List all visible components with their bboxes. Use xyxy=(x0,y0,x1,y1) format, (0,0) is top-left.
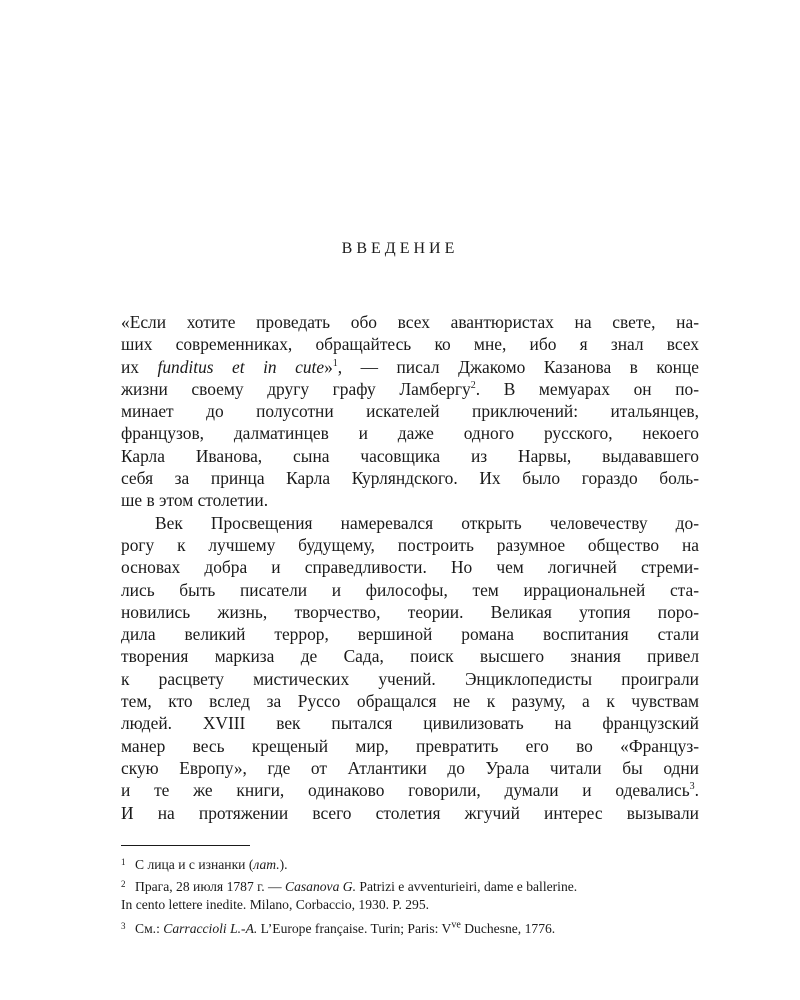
text-line: скую Европу», где от Атлантики до Урала читали бы одни xyxy=(121,757,699,778)
text-line: новились жизнь, творчество, теории. Великая утопия поро- xyxy=(121,601,699,622)
text-line: ше в этом столетии. xyxy=(121,490,269,511)
text-line: «Если хотите проведать обо всех авантюристах на свете, на- xyxy=(121,312,699,332)
text-line: И на протяжении всего столетия жгучий интерес вызывали xyxy=(121,802,699,823)
body-text xyxy=(121,311,699,824)
text-line: и те же книги, одинаково говорили, думали и одевались$^3$. xyxy=(121,780,699,801)
footnote-number: 3 xyxy=(121,921,126,931)
text-line: манер весь крещеный мир, превратить его во «Француз- xyxy=(121,735,699,756)
chapter-heading: ВВЕДЕНИЕ xyxy=(341,240,459,257)
text-line: творения маркиза де Сада, поиск высшего знания привел xyxy=(121,646,699,667)
footnotes xyxy=(121,851,701,937)
footnote-divider xyxy=(121,845,250,846)
text-line: ших современниках, обращайтесь ко мне, ибо я знал всех xyxy=(121,334,699,355)
text-line: основах добра и справедливости. Но чем логичней стреми- xyxy=(121,557,699,578)
text-line: рогу к лучшему будущему, построить разумное общество на xyxy=(121,534,699,555)
footnote-ref-2[interactable]: 2 xyxy=(470,380,476,392)
text-line: тем, кто вслед за Руссо обращался не к разуму, а к чувствам xyxy=(121,691,699,712)
text-line: жизни своему другу графу Ламбергу$^2$. В мемуарах он по- xyxy=(121,378,699,399)
text-line: Карла Иванова, сына часовщика из Нарвы, выдававшего xyxy=(121,445,699,466)
footnote-3: 3 См.: Carraccioli L.-A. L’Europe française. Turin; Paris: $V^{ve}$ Duchesne, 1776. xyxy=(121,915,701,937)
text-line: минает до полусотни искателей приключений: итальянцев, xyxy=(121,401,699,422)
text-line: Век Просвещения намеревался открыть человечеству до- xyxy=(155,512,699,533)
text-line: их funditus et in cute»$^1$, — писал Джакомо Казанова в конце xyxy=(121,356,699,377)
footnote-ref-3[interactable]: 3 xyxy=(689,781,695,793)
italic-phrase: funditus et in cute xyxy=(157,356,325,377)
text-line: французов, далматинцев и даже одного русского, некоего xyxy=(121,423,699,444)
footnote-number: 2 xyxy=(121,879,126,889)
text-line: себя за принца Карла Курляндского. Их было гораздо боль- xyxy=(121,468,699,489)
text-line: людей. XVIII век пытался цивилизовать на французский xyxy=(121,713,699,734)
footnote-2-continued: In cento lettere inedite. Milano, Corbaccio, 1930. P. 295. xyxy=(121,897,430,912)
footnote-ref-1[interactable]: 1 xyxy=(332,357,338,369)
footnote-1: 1 С лица и с изнанки (лат.). xyxy=(121,851,701,873)
text-line: к расцвету мистических учений. Энциклопедисты проиграли xyxy=(121,668,699,689)
text-line: лись быть писатели и философы, тем иррациональней ста- xyxy=(121,579,699,600)
text-line: дила великий террор, вершиной романа воспитания стали xyxy=(121,624,699,645)
footnote-number: 1 xyxy=(121,857,126,867)
footnote-2: 2 Прага, 28 июля 1787 г. — Casanova G. Patrizi e avventurieiri, dame e ballerine. xyxy=(121,873,701,895)
